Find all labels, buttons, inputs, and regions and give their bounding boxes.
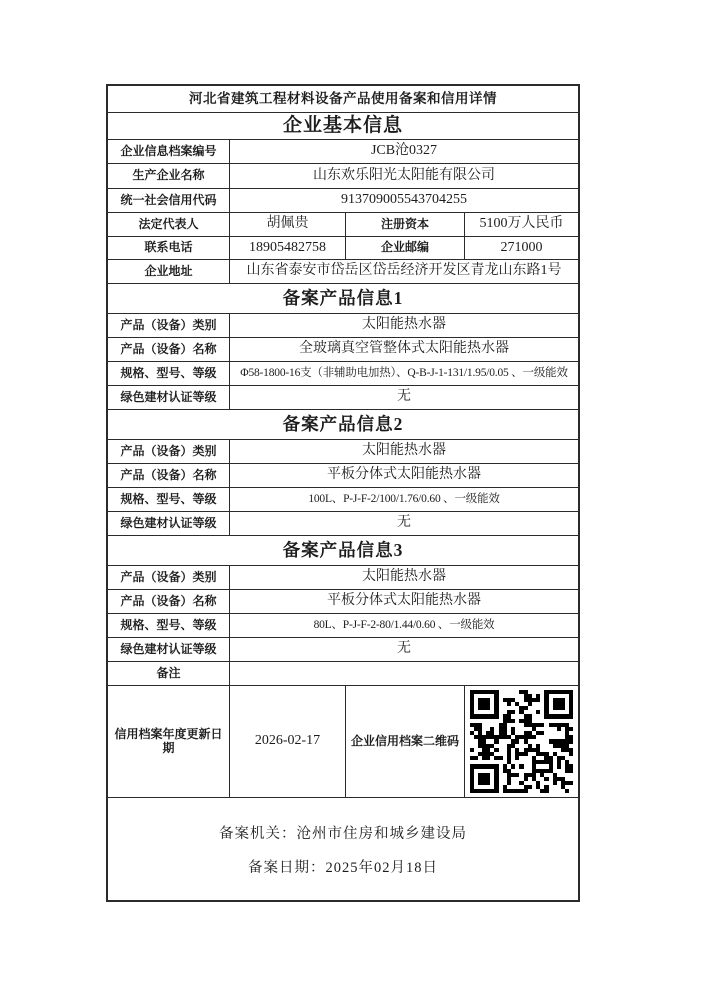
row-product3-name [108,589,578,613]
product1-green-value: 无 [229,386,578,409]
credit-qr-cell [464,686,578,797]
product1-header: 备案产品信息1 [282,288,404,309]
postcode-label: 企业邮编 [345,237,464,259]
file-number-label: 企业信息档案编号 [120,143,217,158]
basic-info-header: 企业基本信息 [282,115,403,137]
row-legal-rep [108,212,578,236]
product3-category-label: 产品（设备）类别 [120,569,217,584]
footer-cell [108,798,578,900]
product3-category-value: 太阳能热水器 [229,566,578,589]
producer-name-value: 山东欢乐阳光太阳能有限公司 [229,164,578,188]
product3-header: 备案产品信息3 [282,540,404,561]
product1-category-label: 产品（设备）类别 [120,317,217,332]
credit-update-date-value: 2026-02-17 [229,686,345,797]
product1-header-row [108,283,578,313]
credit-qr-label: 企业信用档案二维码 [345,686,464,797]
product3-spec-value: 80L、P-J-F-2-80/1.44/0.60 、一级能效 [229,614,578,637]
basic-info-header-row [108,112,578,139]
footer-agency: 备案机关：沧州市住房和城乡建设局 [219,825,467,842]
credit-update-date-label: 信用档案年度更新日期 [114,726,223,755]
remark-value [229,662,578,685]
product2-category-value: 太阳能热水器 [229,440,578,463]
row-product3-spec [108,613,578,637]
enterprise-credit-qr-code [470,690,574,794]
product2-header: 备案产品信息2 [282,414,404,435]
phone-value: 18905482758 [229,237,345,259]
product2-category-label: 产品（设备）类别 [120,443,217,458]
product3-name-label: 产品（设备）名称 [120,593,217,608]
reg-capital-value: 5100万人民币 [464,213,578,236]
registration-document [106,84,580,902]
row-product2-green [108,511,578,535]
product2-name-value: 平板分体式太阳能热水器 [229,464,578,487]
legal-rep-label: 法定代表人 [138,216,199,231]
legal-rep-value: 胡佩贵 [229,213,345,236]
product1-name-value: 全玻璃真空管整体式太阳能热水器 [229,338,578,361]
document-title-row [108,86,578,112]
row-product1-spec [108,361,578,385]
product3-name-value: 平板分体式太阳能热水器 [229,590,578,613]
product1-spec-value: Φ58-1800-16支（非辅助电加热）、Q-B-J-1-131/1.95/0.05 、一级能效 [229,362,578,385]
address-value: 山东省泰安市岱岳区岱岳经济开发区青龙山东路1号 [229,260,578,283]
phone-label: 联系电话 [144,240,193,255]
product3-header-row [108,535,578,565]
row-producer-name [108,163,578,188]
postcode-value: 271000 [464,237,578,259]
file-number-value: JCB沧0327 [229,140,578,163]
row-product3-category [108,565,578,589]
row-credit-qr [108,685,578,797]
product3-green-label: 绿色建材认证等级 [120,641,217,656]
row-product1-name [108,337,578,361]
product3-green-value: 无 [229,638,578,661]
row-phone [108,236,578,259]
row-remark [108,661,578,685]
product2-green-value: 无 [229,512,578,535]
uscc-label: 统一社会信用代码 [120,192,217,207]
row-file-number [108,139,578,163]
product1-name-label: 产品（设备）名称 [120,341,217,356]
row-product2-name [108,463,578,487]
product2-spec-label: 规格、型号、等级 [120,491,217,506]
product2-spec-value: 100L、P-J-F-2/100/1.76/0.60 、一级能效 [229,488,578,511]
row-product2-spec [108,487,578,511]
document-title: 河北省建筑工程材料设备产品使用备案和信用详情 [189,91,497,107]
address-label: 企业地址 [144,263,193,278]
uscc-value: 913709005543704255 [229,189,578,212]
row-product3-green [108,637,578,661]
remark-label: 备注 [156,665,181,680]
footer-date: 备案日期：2025年02月18日 [248,859,438,876]
row-product2-category [108,439,578,463]
product1-green-label: 绿色建材认证等级 [120,389,217,404]
producer-name-label: 生产企业名称 [132,168,205,183]
reg-capital-label: 注册资本 [345,213,464,236]
product3-spec-label: 规格、型号、等级 [120,617,217,632]
footer-row [108,797,578,900]
row-address [108,259,578,283]
product2-header-row [108,409,578,439]
product1-spec-label: 规格、型号、等级 [120,365,217,380]
product1-category-value: 太阳能热水器 [229,314,578,337]
row-product1-green [108,385,578,409]
product2-green-label: 绿色建材认证等级 [120,515,217,530]
row-product1-category [108,313,578,337]
product2-name-label: 产品（设备）名称 [120,467,217,482]
row-uscc [108,188,578,212]
